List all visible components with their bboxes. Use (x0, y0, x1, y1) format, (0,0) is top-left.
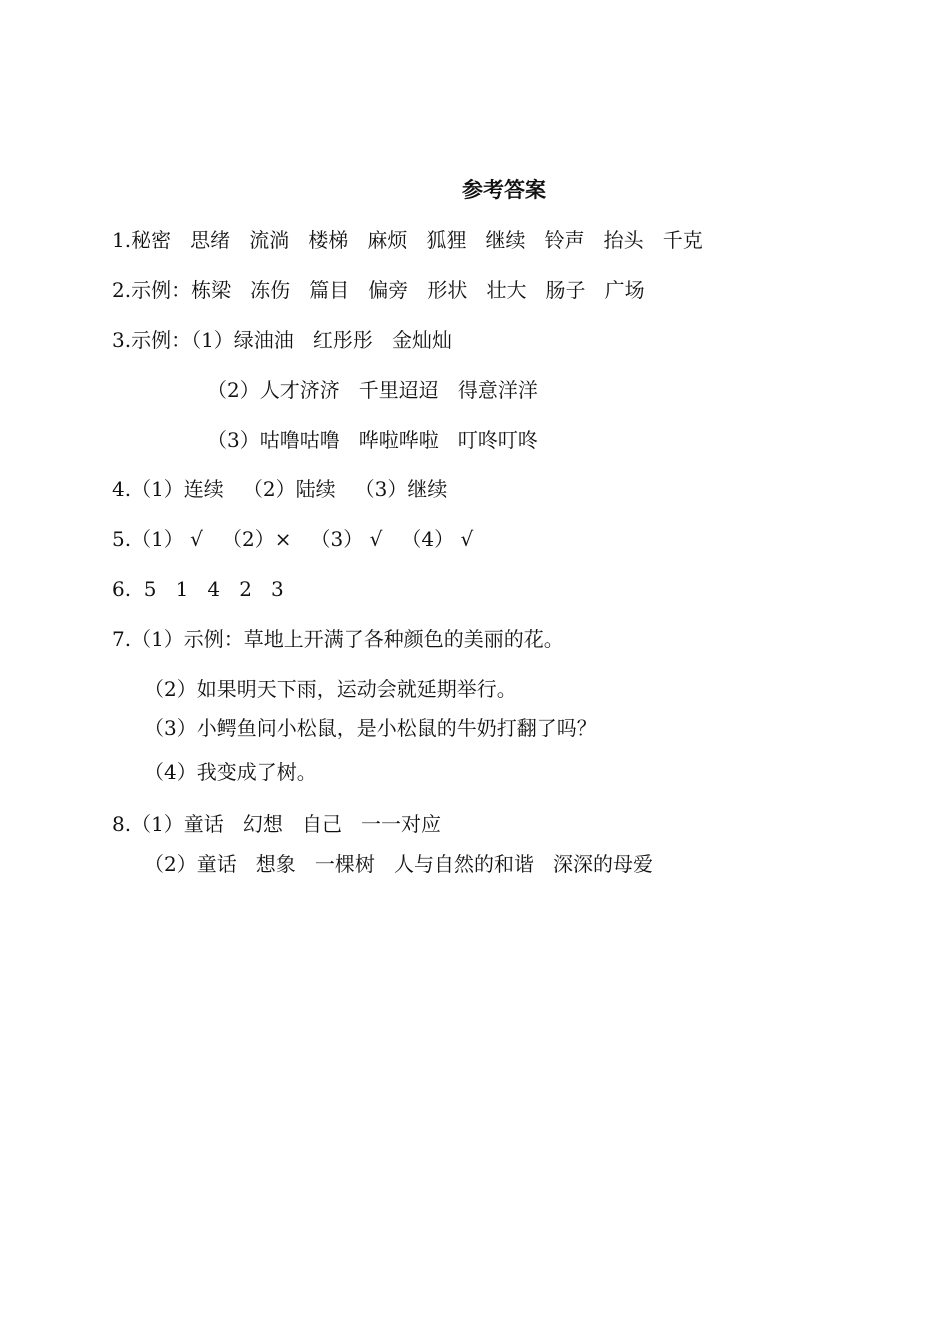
answer-2: 2.示例：栋梁 冻伤 篇目 偏旁 形状 壮大 肠子 广场 (112, 278, 645, 302)
answer-7-part-3: （3）小鳄鱼问小松鼠，是小松鼠的牛奶打翻了吗？ (144, 716, 597, 740)
answer-4: 4.（1）连续 （2）陆续 （3）继续 (112, 477, 448, 501)
answer-3-part-2: （2）人才济济 千里迢迢 得意洋洋 (207, 378, 538, 402)
answer-1: 1.秘密 思绪 流淌 楼梯 麻烦 狐狸 继续 铃声 抬头 千克 (112, 228, 703, 252)
page-title: 参考答案 (462, 178, 546, 202)
answer-3-part-3: （3）咕噜咕噜 哗啦哗啦 叮咚叮咚 (207, 428, 538, 452)
answer-8-part-1: 8.（1）童话 幻想 自己 一一对应 (112, 812, 442, 836)
answer-7-part-4: （4）我变成了树。 (144, 760, 317, 784)
answer-6: 6. 5 1 4 2 3 (112, 577, 284, 601)
answer-7-part-1: 7.（1）示例：草地上开满了各种颜色的美丽的花。 (112, 627, 564, 651)
answer-8-part-2: （2）童话 想象 一棵树 人与自然的和谐 深深的母爱 (144, 852, 654, 876)
answer-5: 5.（1） √ （2）× （3） √ （4） √ (112, 527, 474, 551)
answer-7-part-2: （2）如果明天下雨，运动会就延期举行。 (144, 677, 517, 701)
answer-3-part-1: 3.示例：（1）绿油油 红彤彤 金灿灿 (112, 328, 452, 352)
